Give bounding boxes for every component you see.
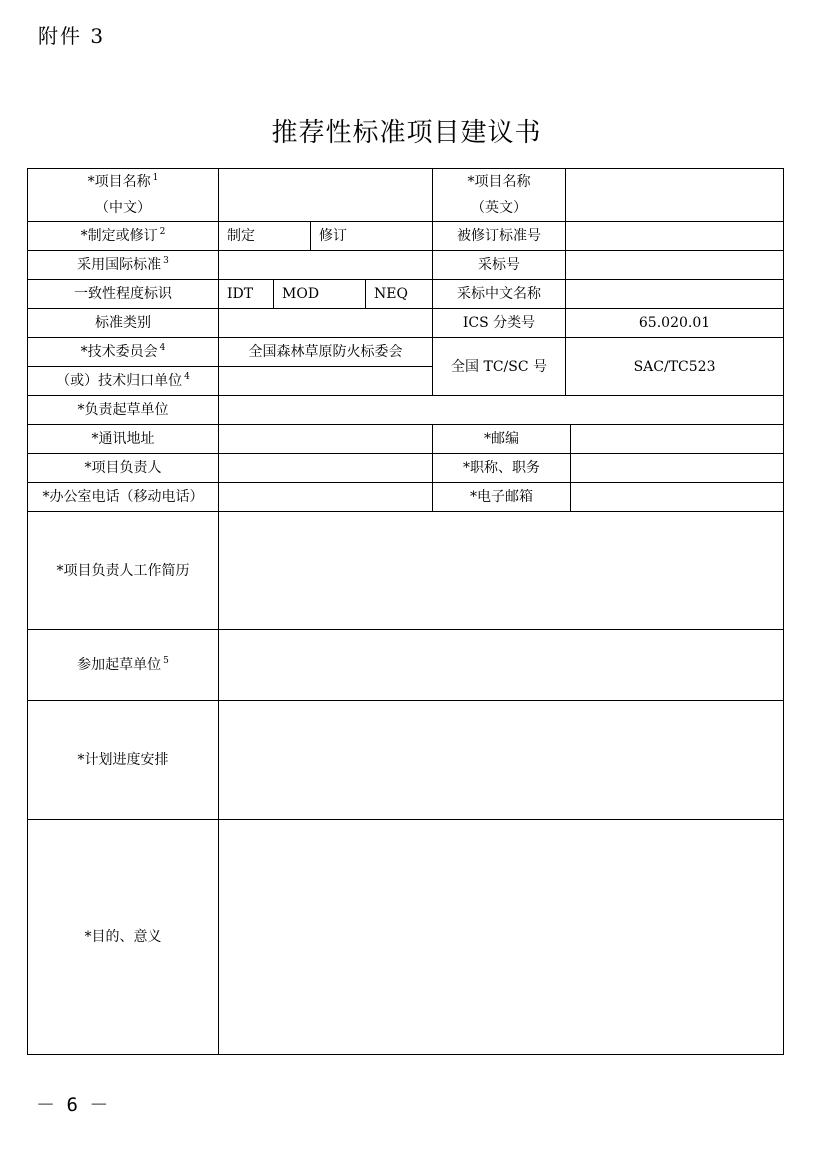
schedule-label: *计划进度安排 — [28, 701, 219, 820]
attachment-label: 附件 3 — [38, 24, 106, 48]
adopt-standard-no-field[interactable] — [566, 251, 784, 280]
email-field[interactable] — [571, 483, 784, 512]
page-number: － 6 － — [36, 1094, 109, 1116]
document-title: 推荐性标准项目建议书 — [271, 118, 542, 148]
proposal-table — [27, 168, 784, 1055]
participating-units-label: 参加起草单位 — [77, 657, 162, 673]
table-row — [28, 396, 784, 425]
project-name-cn-label-cell — [28, 169, 219, 222]
table-row — [28, 512, 784, 630]
table-row — [28, 820, 784, 1055]
adopt-cn-name-label: 采标中文名称 — [433, 280, 566, 309]
adopt-intl-label: 采用国际标准 — [77, 257, 162, 273]
project-leader-field[interactable] — [219, 454, 433, 483]
project-name-en-sublabel: （英文） — [471, 200, 528, 216]
project-leader-label: *项目负责人 — [28, 454, 219, 483]
address-field[interactable] — [219, 425, 433, 454]
phone-label: *办公室电话（移动电话） — [28, 483, 219, 512]
phone-field[interactable] — [219, 483, 433, 512]
tech-committee-label: *技术委员会 — [80, 344, 158, 360]
project-name-en-field[interactable] — [566, 169, 784, 222]
table-row — [28, 630, 784, 701]
standard-category-label: 标准类别 — [28, 309, 219, 338]
project-name-en-label: *项目名称 — [467, 174, 531, 190]
footnote-mark: 3 — [163, 256, 169, 267]
revised-standard-no-field[interactable] — [566, 222, 784, 251]
table-row — [28, 309, 784, 338]
formulate-revise-label-cell — [28, 222, 219, 251]
ics-value[interactable]: 65.020.01 — [566, 309, 784, 338]
tech-unit-label: （或）技术归口单位 — [56, 373, 183, 389]
resume-label: *项目负责人工作简历 — [28, 512, 219, 630]
table-row — [28, 483, 784, 512]
tech-unit-field[interactable] — [219, 367, 433, 396]
revised-standard-no-label: 被修订标准号 — [433, 222, 566, 251]
table-row — [28, 425, 784, 454]
table-row — [28, 251, 784, 280]
tc-sc-label: 全国 TC/SC 号 — [433, 338, 566, 396]
standard-category-field[interactable] — [219, 309, 433, 338]
option-formulate[interactable]: 制定 — [219, 222, 311, 251]
postcode-label: *邮编 — [433, 425, 571, 454]
adopt-intl-label-cell — [28, 251, 219, 280]
option-revise[interactable]: 修订 — [311, 222, 433, 251]
table-row — [28, 454, 784, 483]
tech-unit-label-cell — [28, 367, 219, 396]
drafting-unit-field[interactable] — [219, 396, 784, 425]
tech-committee-value[interactable]: 全国森林草原防火标委会 — [219, 338, 433, 367]
footnote-mark: 2 — [159, 227, 166, 238]
table-row — [28, 338, 784, 367]
formulate-revise-label: *制定或修订 — [80, 228, 158, 244]
tech-committee-label-cell — [28, 338, 219, 367]
resume-field[interactable] — [219, 512, 784, 630]
adopt-intl-field[interactable] — [219, 251, 433, 280]
participating-units-label-cell — [28, 630, 219, 701]
option-mod[interactable]: MOD — [274, 280, 366, 309]
project-name-cn-label: *项目名称 — [87, 174, 151, 190]
project-name-cn-sublabel: （中文） — [95, 200, 151, 216]
address-label: *通讯地址 — [28, 425, 219, 454]
adopt-cn-name-field[interactable] — [566, 280, 784, 309]
footnote-mark: 4 — [159, 343, 166, 354]
option-neq[interactable]: NEQ — [366, 280, 433, 309]
consistency-label: 一致性程度标识 — [28, 280, 219, 309]
table-row — [28, 280, 784, 309]
purpose-label: *目的、意义 — [28, 820, 219, 1055]
tc-sc-value[interactable]: SAC/TC523 — [566, 338, 784, 396]
table-row — [28, 701, 784, 820]
drafting-unit-label: *负责起草单位 — [28, 396, 219, 425]
adopt-standard-no-label: 采标号 — [433, 251, 566, 280]
footnote-mark: 5 — [163, 656, 169, 667]
postcode-field[interactable] — [571, 425, 784, 454]
job-title-label: *职称、职务 — [433, 454, 571, 483]
proposal-form — [27, 168, 783, 1057]
job-title-field[interactable] — [571, 454, 784, 483]
project-name-cn-field[interactable] — [219, 169, 433, 222]
ics-label: ICS 分类号 — [433, 309, 566, 338]
footnote-mark: 1 — [152, 173, 159, 184]
project-name-en-label-cell — [433, 169, 566, 222]
email-label: *电子邮箱 — [433, 483, 571, 512]
participating-units-field[interactable] — [219, 630, 784, 701]
option-idt[interactable]: IDT — [219, 280, 274, 309]
footnote-mark: 4 — [184, 372, 190, 383]
table-row — [28, 222, 784, 251]
schedule-field[interactable] — [219, 701, 784, 820]
table-row — [28, 169, 784, 222]
purpose-field[interactable] — [219, 820, 784, 1055]
